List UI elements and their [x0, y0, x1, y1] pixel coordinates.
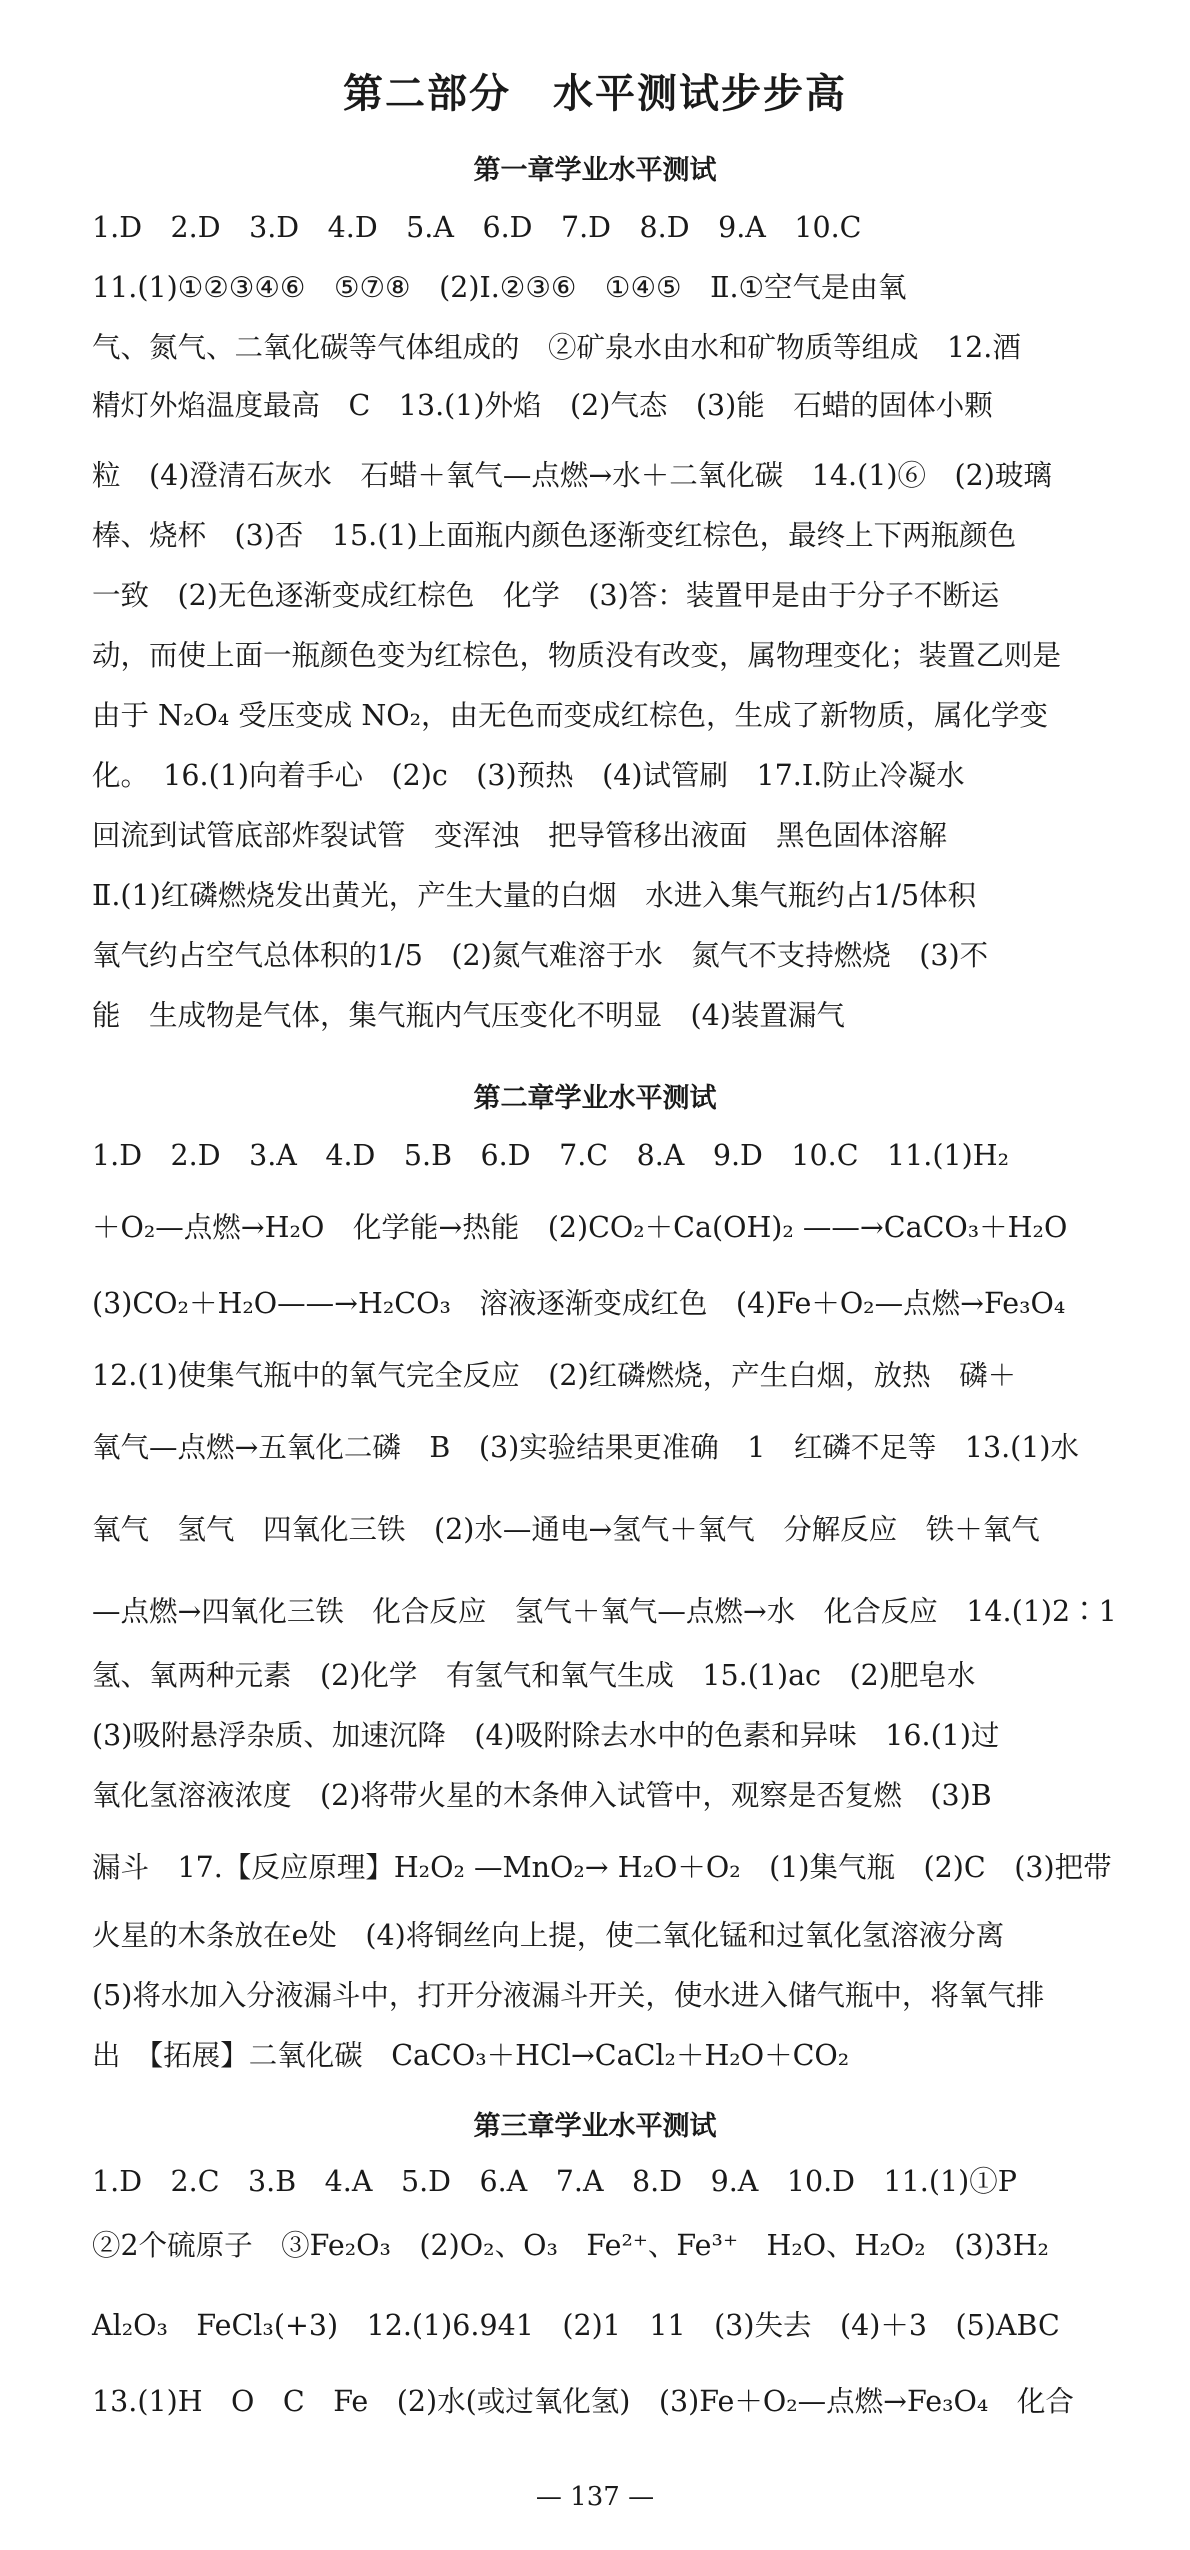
- text-line: (3)CO₂＋H₂O——→H₂CO₃ 溶液逐渐变成红色 (4)Fe＋O₂—点燃→Fe₃O₄: [92, 1287, 1066, 1320]
- text-line: Al₂O₃ FeCl₃(+3) 12.(1)6.941 (2)1 11 (3)失去 (4)＋3 (5)ABC: [92, 2309, 1060, 2342]
- page-number: — 137 —: [535, 2482, 655, 2512]
- text-line: 1.D 2.D 3.A 4.D 5.B 6.D 7.C 8.A 9.D 10.C 11.(1)H₂: [92, 1139, 1009, 1172]
- text-line: 由于 N₂O₄ 受压变成 NO₂，由无色而变成红棕色，生成了新物质，属化学变: [92, 699, 1049, 732]
- text-line: Ⅱ.(1)红磷燃烧发出黄光，产生大量的白烟 水进入集气瓶约占1/5体积: [92, 879, 977, 912]
- text-line: ＋O₂—点燃→H₂O 化学能→热能 (2)CO₂＋Ca(OH)₂ ——→CaCO₃＋H₂O: [92, 1211, 1068, 1244]
- text-line: 1.D 2.D 3.D 4.D 5.A 6.D 7.D 8.D 9.A 10.C: [92, 211, 862, 244]
- text-line: 能 生成物是气体，集气瓶内气压变化不明显 (4)装置漏气: [92, 999, 845, 1032]
- text-line: —点燃→四氧化三铁 化合反应 氢气＋氧气—点燃→水 化合反应 14.(1)2∶1: [92, 1595, 1117, 1628]
- text-line: 氧化氢溶液浓度 (2)将带火星的木条伸入试管中，观察是否复燃 (3)B: [92, 1779, 992, 1812]
- text-line: 出 【拓展】二氧化碳 CaCO₃＋HCl→CaCl₂＋H₂O＋CO₂: [92, 2039, 850, 2072]
- text-line: 气、氮气、二氧化碳等气体组成的 ②矿泉水由水和矿物质等组成 12.酒: [92, 331, 1021, 364]
- text-line: ②2个硫原子 ③Fe₂O₃ (2)O₂、O₃ Fe²⁺、Fe³⁺ H₂O、H₂O₂ (3)3H₂: [92, 2229, 1049, 2262]
- section-heading-chapter-3: 第三章学业水平测试: [473, 2111, 717, 2142]
- text-line: 11.(1)①②③④⑥ ⑤⑦⑧ (2)Ⅰ.②③⑥ ①④⑤ Ⅱ.①空气是由氧: [92, 271, 907, 304]
- text-line: 精灯外焰温度最高 C 13.(1)外焰 (2)气态 (3)能 石蜡的固体小颗: [92, 389, 993, 422]
- text-line: (5)将水加入分液漏斗中，打开分液漏斗开关，使水进入储气瓶中，将氧气排: [92, 1979, 1045, 2012]
- text-line: 粒 (4)澄清石灰水 石蜡＋氧气—点燃→水＋二氧化碳 14.(1)⑥ (2)玻璃: [92, 459, 1052, 492]
- text-line: 12.(1)使集气瓶中的氧气完全反应 (2)红磷燃烧，产生白烟，放热 磷＋: [92, 1359, 1017, 1392]
- text-line: 动，而使上面一瓶颜色变为红棕色，物质没有改变，属物理变化；装置乙则是: [92, 639, 1062, 672]
- page-title: 第二部分 水平测试步步高: [343, 71, 847, 117]
- section-heading-chapter-1: 第一章学业水平测试: [473, 155, 717, 186]
- text-line: 13.(1)H O C Fe (2)水(或过氧化氢) (3)Fe＋O₂—点燃→Fe₃O₄ 化合: [92, 2385, 1074, 2418]
- text-line: 氧气 氢气 四氧化三铁 (2)水—通电→氢气＋氧气 分解反应 铁＋氧气: [92, 1513, 1040, 1546]
- text-line: 一致 (2)无色逐渐变成红棕色 化学 (3)答：装置甲是由于分子不断运: [92, 579, 1000, 612]
- text-line: 氢、氧两种元素 (2)化学 有氢气和氧气生成 15.(1)ac (2)肥皂水: [92, 1659, 976, 1692]
- text-line: 棒、烧杯 (3)否 15.(1)上面瓶内颜色逐渐变红棕色，最终上下两瓶颜色: [92, 519, 1017, 552]
- text-line: 化。 16.(1)向着手心 (2)c (3)预热 (4)试管刷 17.Ⅰ.防止冷凝水: [92, 759, 965, 792]
- text-line: 氧气约占空气总体积的1/5 (2)氮气难溶于水 氮气不支持燃烧 (3)不: [92, 939, 989, 972]
- section-heading-chapter-2: 第二章学业水平测试: [473, 1083, 717, 1114]
- text-line: (3)吸附悬浮杂质、加速沉降 (4)吸附除去水中的色素和异味 16.(1)过: [92, 1719, 1000, 1752]
- text-line: 回流到试管底部炸裂试管 变浑浊 把导管移出液面 黑色固体溶解: [92, 819, 948, 852]
- text-line: 氧气—点燃→五氧化二磷 B (3)实验结果更准确 1 红磷不足等 13.(1)水: [92, 1431, 1080, 1464]
- text-line: 漏斗 17.【反应原理】H₂O₂ —MnO₂→ H₂O＋O₂ (1)集气瓶 (2)C (3)把带: [92, 1851, 1112, 1884]
- text-line: 火星的木条放在e处 (4)将铜丝向上提，使二氧化锰和过氧化氢溶液分离: [92, 1919, 1005, 1952]
- text-line: 1.D 2.C 3.B 4.A 5.D 6.A 7.A 8.D 9.A 10.D 11.(1)①P: [92, 2165, 1017, 2198]
